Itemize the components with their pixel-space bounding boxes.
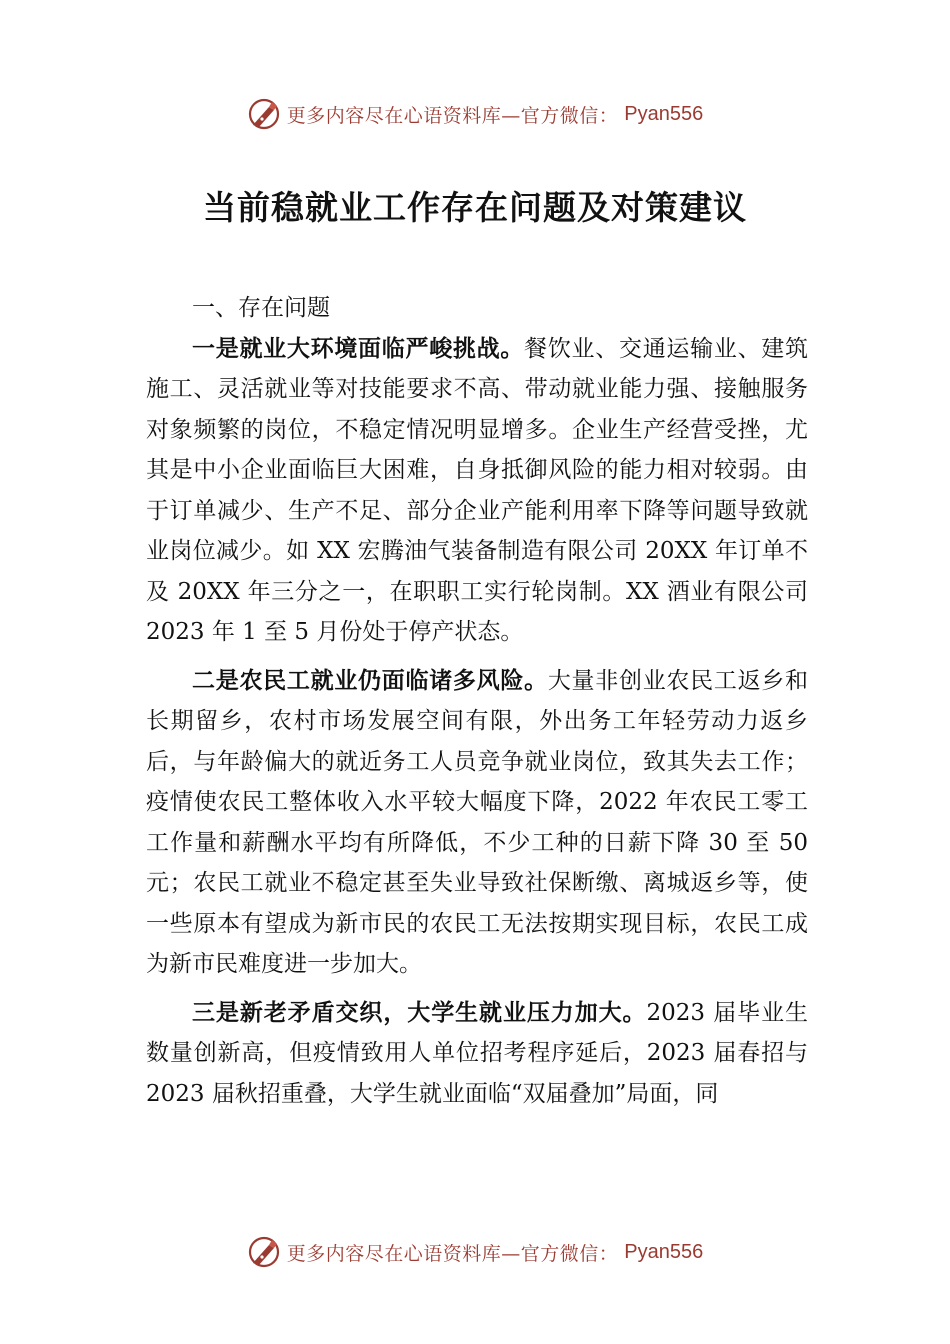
paragraph-1 <box>146 329 808 653</box>
pen-nib-logo-icon <box>247 1235 281 1269</box>
pen-nib-logo-icon <box>247 97 281 131</box>
paragraph-text: 2023 届毕业生数量创新高，但疫情致用人单位招考程序延后，2023 届春招与 2023 届秋招重叠，大学生就业面临“双届叠加”局面，同 <box>146 999 808 1107</box>
banner-wechat-id: Pyan556 <box>624 1240 704 1263</box>
banner-text: 更多内容尽在心语资料库—官方微信： <box>286 1242 619 1265</box>
document-body <box>146 288 808 1122</box>
section-heading: 一、存在问题 <box>192 295 330 321</box>
paragraph-lead: 二是农民工就业仍面临诸多风险。 <box>192 667 548 694</box>
header-banner <box>0 94 950 134</box>
banner-text: 更多内容尽在心语资料库—官方微信： <box>286 104 619 127</box>
paragraph-lead: 三是新老矛盾交织，大学生就业压力加大。 <box>192 999 647 1026</box>
banner-wechat-id: Pyan556 <box>624 102 704 125</box>
paragraph-text: 餐饮业、交通运输业、建筑施工、灵活就业等对技能要求不高、带动就业能力强、接触服务对象频繁的岗位，不稳定情况明显增多。企业生产经营受挫，尤其是中小企业面临巨大困难，自身抵御风险的能力相对较弱。由于订单减少、生产不足、部分企业产能利用率下降等问题导致就业岗位减少。如 XX 宏腾油气装备制造有限公司 20XX 年订单不及 20XX 年三分之一，在职职工实行轮岗制。XX 酒业有限公司 2023 年 1 至 5 月份处于停产状态。 <box>146 335 809 645</box>
paragraph-text: 大量非创业农民工返乡和长期留乡，农村市场发展空间有限，外出务工年轻劳动力返乡后，与年龄偏大的就近务工人员竞争就业岗位，致其失去工作；疫情使农民工整体收入水平较大幅度下降，2022 年农民工零工工作量和薪酬水平均有所降低，不少工种的日薪下降 30 至 50 元；农民工就业不稳定甚至失业导致社保断缴、离城返乡等，使一些原本有望成为新市民的农民工无法按期实现目标，农民工成为新市民难度进一步加大。 <box>146 667 809 977</box>
document-title: 当前稳就业工作存在问题及对策建议 <box>203 188 747 227</box>
footer-banner <box>0 1232 950 1272</box>
paragraph-lead: 一是就业大环境面临严峻挑战。 <box>192 335 525 362</box>
paragraph-3 <box>146 993 808 1115</box>
paragraph-2 <box>146 661 808 985</box>
